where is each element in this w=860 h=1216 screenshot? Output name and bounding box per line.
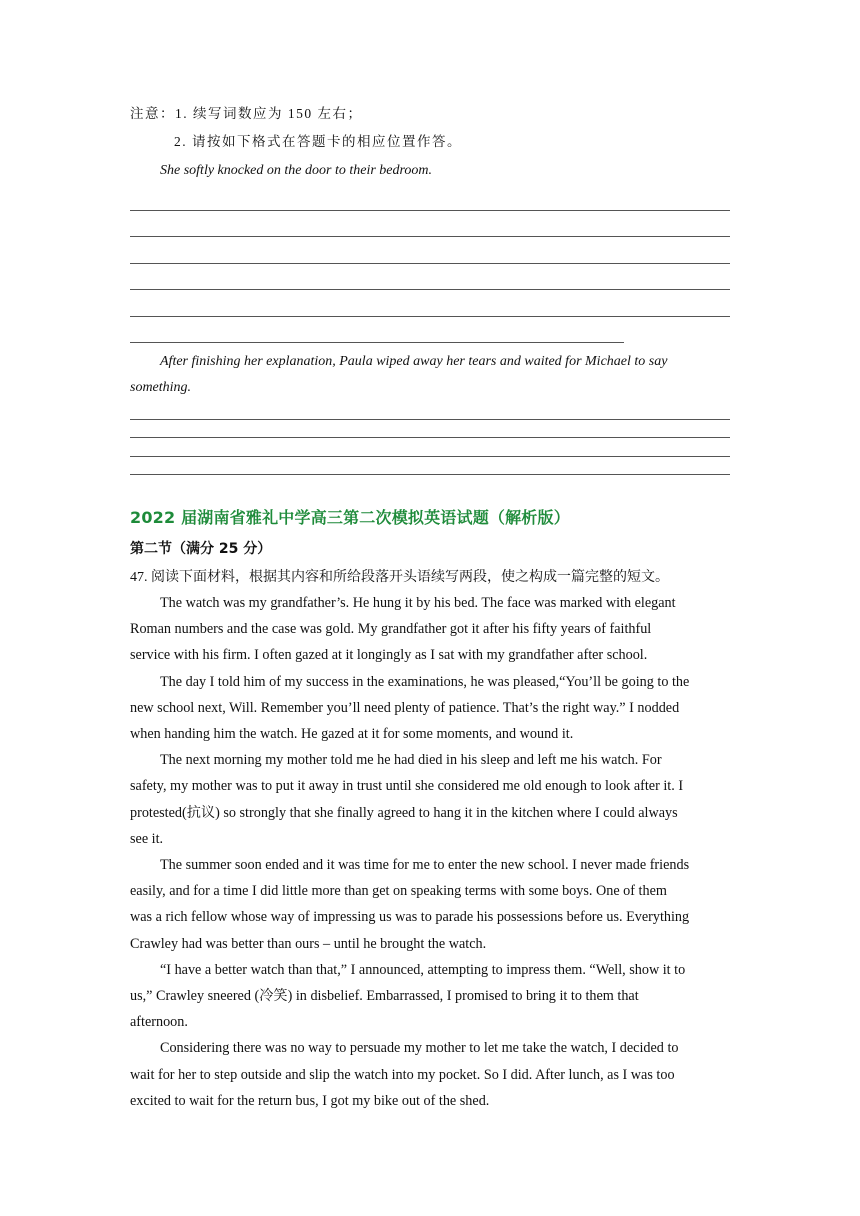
answer-line (130, 438, 730, 457)
passage-line: The watch was my grandfather’s. He hung it by his bed. The face was marked with elegant (160, 595, 676, 611)
passage-line: The summer soon ended and it was time for me to enter the new school. I never made friends (160, 857, 690, 874)
answer-line (130, 457, 730, 476)
answer-lines-1 (130, 184, 730, 343)
passage-line: when handing him the watch. He gazed at it for some moments, and wound it. (130, 726, 574, 743)
answer-line (130, 401, 730, 420)
passage-line: new school next, Will. Remember you’ll need plenty of patience. That’s the right way.” I nodded (130, 699, 680, 716)
passage-line: us,” Crawley sneered (冷笑) in disbelief. Embarrassed, I promised to bring it to them that (130, 988, 639, 1005)
passage-line: The day I told him of my success in the examinations, he was pleased,“You’ll be going to the (160, 673, 690, 690)
passage-line: easily, and for a time I did little more than get on speaking terms with some boys. One of them (130, 883, 667, 900)
passage-line: service with his firm. I often gazed at it longingly as I sat with my grandfather after school. (130, 647, 648, 664)
passage-line: Crawley had was better than ours – until he brought the watch. (130, 935, 487, 952)
passage-line: Roman numbers and the case was gold. My grandfather got it after his fifty years of faithful (130, 621, 652, 638)
answer-line (130, 290, 730, 317)
passage-line: excited to wait for the return bus, I got my bike out of the shed. (130, 1092, 490, 1109)
passage-line: afternoon. (130, 1014, 188, 1031)
passage-line: Considering there was no way to persuade my mother to let me take the watch, I decided to (160, 1040, 679, 1057)
passage (130, 590, 730, 1114)
exam-title: 2022 届湖南省雅礼中学高三第二次模拟英语试题（解析版） (130, 508, 570, 527)
passage-line: The next morning my mother told me he had died in his sleep and left me his watch. For (160, 752, 662, 769)
answer-line (130, 420, 730, 439)
answer-line (130, 184, 730, 211)
passage-line: “I have a better watch than that,” I announced, attempting to impress them. “Well, show it to (160, 961, 686, 978)
section-heading: 第二节（满分 25 分） (130, 541, 272, 557)
answer-line (130, 317, 624, 344)
answer-lines-2 (130, 401, 730, 475)
question-instruction: 47. 阅读下面材料，根据其内容和所给段落开头语续写两段，使之构成一篇完整的短文。 (130, 570, 669, 585)
continuation-prompt-1: She softly knocked on the door to their bedroom. (160, 163, 433, 178)
passage-line: protested(抗议) so strongly that she finally agreed to hang it in the kitchen where I could always (130, 804, 678, 821)
answer-line (130, 211, 730, 238)
passage-line: was a rich fellow whose way of impressing us was to parade his possessions before us. Everything (130, 909, 690, 926)
answer-line (130, 264, 730, 291)
document-page (130, 100, 730, 1114)
continuation-prompt-2 (130, 349, 730, 401)
passage-line: see it. (130, 830, 164, 847)
prompt-2-line-1: After finishing her explanation, Paula wiped away her tears and waited for Michael to say (160, 354, 668, 369)
notice-line-1: 注意：1. 续写词数应为 150 左右； (130, 106, 363, 121)
passage-line: safety, my mother was to put it away in trust until she considered me old enough to look after it. I (130, 778, 684, 795)
passage-line: wait for her to step outside and slip the watch into my pocket. So I did. After lunch, as I was too (130, 1066, 675, 1083)
prompt-2-line-2: something. (130, 380, 192, 395)
answer-line (130, 237, 730, 264)
notice-line-2: 2. 请按如下格式在答题卡的相应位置作答。 (174, 134, 462, 149)
